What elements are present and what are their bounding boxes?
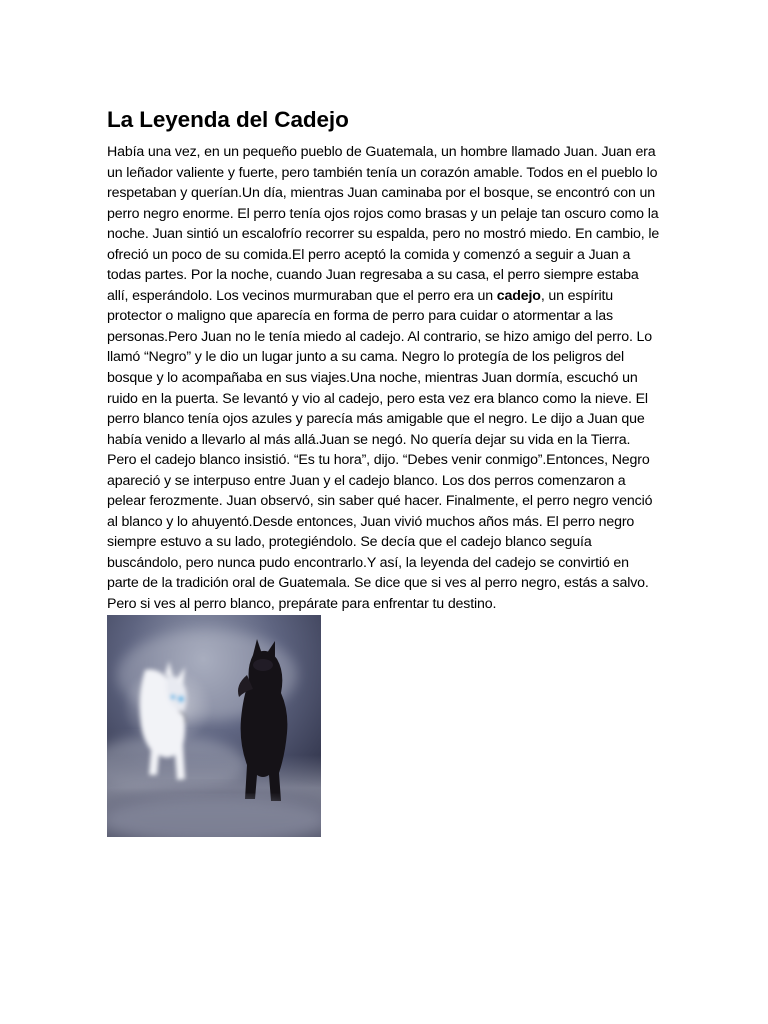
document-page <box>107 104 662 837</box>
story-text-part-1: Había una vez, en un pequeño pueblo de Guatemala, un hombre llamado Juan. Juan era un leñador valiente y fuerte, pero también tenía un corazón amable. Todos en el pueblo lo respetaban y querían.Un día, mientras Juan caminaba por el bosque, se encontró con un perro negro enorme. El perro tenía ojos rojos como brasas y un pelaje tan oscuro como la noche. Juan sintió un escalofrío recorrer su espalda, pero no mostró miedo. En cambio, le ofreció un poco de su comida.El perro aceptó la comida y comenzó a seguir a Juan a todas partes. Por la noche, cuando Juan regresaba a su casa, el perro siempre estaba allí, esperándolo. Los vecinos murmuraban que el perro era un <box>107 144 660 304</box>
cadejo-illustration-svg <box>107 615 321 837</box>
story-bold-word: cadejo <box>496 287 541 304</box>
story-text-part-2: , un espíritu protector o maligno que aparecía en forma de perro para cuidar o atormentar a las personas.Pero Juan no le tenía miedo al cadejo. Al contrario, se hizo amigo del perro. Lo llamó “Negro” y le dio un lugar junto a su cama. Negro lo protegía de los peligros del bosque y lo acompañaba en sus viajes.Una noche, mientras Juan dormía, escuchó un ruido en la puerta. Se levantó y vio al cadejo, pero esta vez era blanco como la nieve. El perro blanco tenía ojos azules y parecía más amigable que el negro. Le dijo a Juan que había venido a llevarlo al más allá.Juan se negó. No quería dejar su vida en la Tierra. Pero el cadejo blanco insistió. “Es tu hora”, dijo. “Debes venir conmigo”.Entonces, Negro apareció y se interpuso entre Juan y el cadejo blanco. Los dos perros comenzaron a pelear ferozmente. Juan observó, sin saber qué hacer. Finalmente, el perro negro venció al blanco y lo ahuyentó.Desde entonces, Juan vivió muchos años más. El perro negro siempre estuvo a su lado, protegiéndolo. Se decía que el cadejo blanco seguía buscándolo, pero nunca pudo encontrarlo.Y así, la leyenda del cadejo se convirtió en parte de la tradición oral de Guatemala. Se dice que si ves al perro negro, estás a salvo. Pero si ves al perro blanco, prepárate para enfrentar tu destino. <box>107 287 653 613</box>
cadejo-illustration <box>107 615 321 837</box>
story-paragraph <box>107 142 662 615</box>
document-title: La Leyenda del Cadejo <box>107 107 349 132</box>
